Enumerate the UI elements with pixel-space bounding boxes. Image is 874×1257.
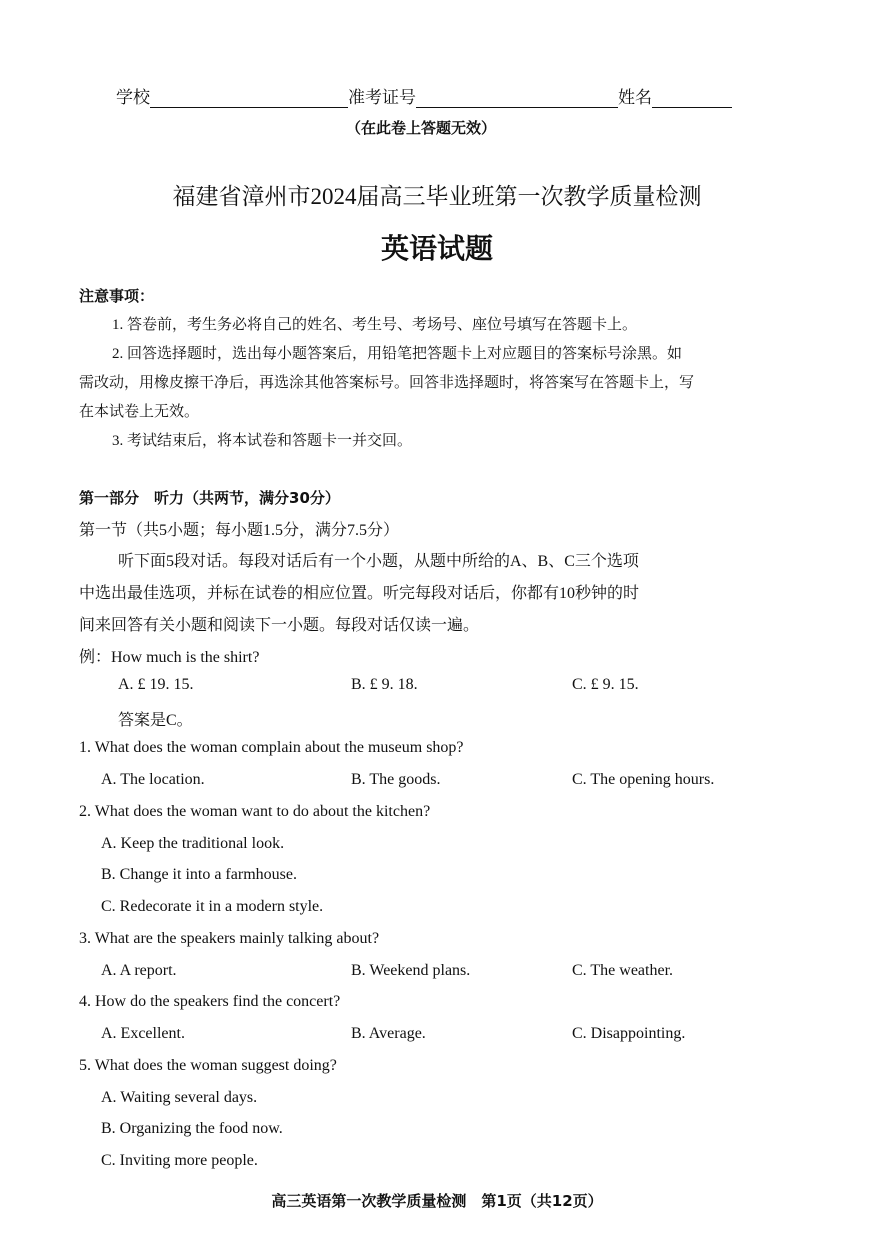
section1-heading: 第一节（共5小题；每小题1.5分，满分7.5分） [79,522,400,539]
question-1-option-b: B. The goods. [351,771,441,788]
notes-heading: 注意事项： [79,287,155,305]
question-3-option-b: B. Weekend plans. [351,962,471,979]
page-title: 福建省漳州市2024届高三毕业班第一次教学质量检测 [172,184,702,209]
instructions-line-3: 间来回答有关小题和阅读下一小题。每段对话仅读一遍。 [79,617,480,634]
notice-text: （在此卷上答题无效） [346,119,497,137]
question-1: 1. What does the woman complain about the museum shop? [79,739,464,756]
question-3: 3. What are the speakers mainly talking about? [79,930,380,947]
notes-line-3: 需改动，用橡皮擦干净后，再选涂其他答案标号。回答非选择题时，将答案写在答题卡上，写 [79,375,695,391]
notes-line-2: 2. 回答选择题时，选出每小题答案后，用铅笔把答题卡上对应题目的答案标号涂黑。如 [112,346,683,362]
name-blank [652,88,732,108]
question-5-option-b: B. Organizing the food now. [101,1120,283,1137]
notes-line-1: 1. 答卷前，考生务必将自己的姓名、考生号、考场号、座位号填写在答题卡上。 [112,317,638,333]
school-label: 学校 [116,88,150,107]
question-5: 5. What does the woman suggest doing? [79,1057,337,1074]
example-answer: 答案是C。 [118,712,193,729]
question-3-option-c: C. The weather. [572,962,674,979]
question-1-option-c: C. The opening hours. [572,771,715,788]
subject-title: 英语试题 [380,232,493,265]
example-question: 例：How much is the shirt? [79,649,260,666]
question-5-option-a: A. Waiting several days. [101,1089,258,1106]
question-2-option-c: C. Redecorate it in a modern style. [101,898,324,915]
question-1-option-a: A. The location. [101,771,205,788]
school-blank [150,88,348,108]
exam-id-label: 准考证号 [348,88,416,107]
question-3-option-a: A. A report. [101,962,177,979]
question-4: 4. How do the speakers find the concert? [79,993,341,1010]
question-4-option-c: C. Disappointing. [572,1025,686,1042]
example-option-a: A. £ 19. 15. [118,676,194,693]
question-2: 2. What does the woman want to do about the kitchen? [79,803,431,820]
notes-line-4: 在本试卷上无效。 [79,404,200,420]
question-4-option-a: A. Excellent. [101,1025,185,1042]
instructions-line-1: 听下面5段对话。每段对话后有一个小题，从题中所给的A、B、C三个选项 [118,553,639,570]
name-label: 姓名 [618,88,652,107]
question-2-option-a: A. Keep the traditional look. [101,835,285,852]
question-2-option-b: B. Change it into a farmhouse. [101,866,297,883]
question-4-option-b: B. Average. [351,1025,426,1042]
question-5-option-c: C. Inviting more people. [101,1152,258,1169]
part1-heading: 第一部分 听力（共两节，满分30分） [79,489,340,507]
example-option-c: C. £ 9. 15. [572,676,639,693]
page-footer: 高三英语第一次教学质量检测 第1页（共12页） [271,1192,603,1210]
notes-line-5: 3. 考试结束后，将本试卷和答题卡一并交回。 [112,433,413,449]
instructions-line-2: 中选出最佳选项，并标在试卷的相应位置。听完每段对话后，你都有10秒钟的时 [79,585,640,602]
exam-id-blank [416,88,618,108]
header-form-row [116,83,732,108]
example-option-b: B. £ 9. 18. [351,676,418,693]
